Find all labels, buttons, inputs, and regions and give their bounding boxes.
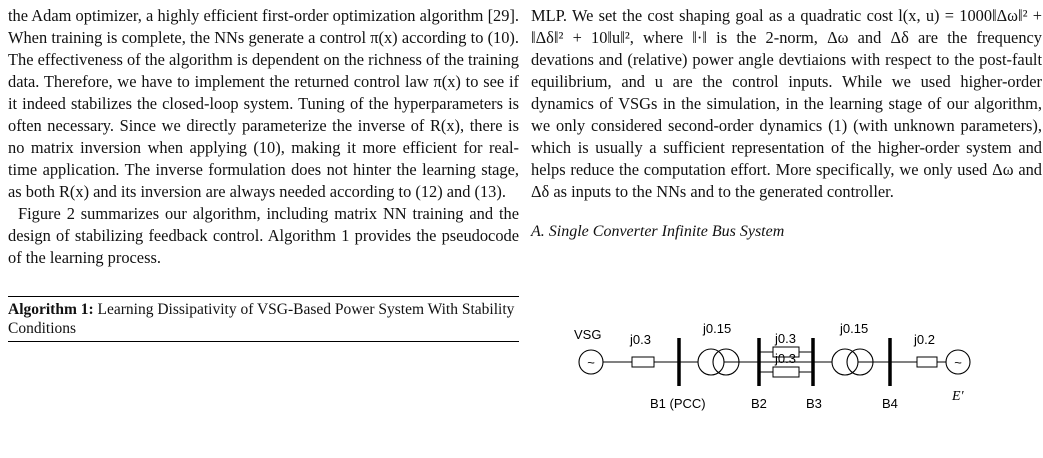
right-column <box>531 5 1042 243</box>
bus-b3-label: B3 <box>806 396 822 411</box>
bus-b1-label: B1 (PCC) <box>650 396 706 411</box>
line4-impedance-icon <box>917 357 937 367</box>
line4-impedance-label: j0.2 <box>914 332 935 347</box>
transformer2-impedance-label: j0.15 <box>840 321 869 336</box>
algorithm-label: Algorithm 1: <box>8 301 94 318</box>
line1-impedance-icon <box>632 357 654 367</box>
paragraph-summary: Figure 2 summarizes our algorithm, including matrix NN training and the design of stabilizing feedback control. Algorithm 1 provides the pseudocode of the learning process. <box>8 204 519 267</box>
infinite-bus-label: E′ <box>952 389 964 404</box>
section-heading: A. Single Converter Infinite Bus System <box>531 223 785 240</box>
algorithm-box <box>8 296 519 342</box>
left-column <box>8 5 519 342</box>
transformer1-impedance-label: j0.15 <box>703 321 732 336</box>
line1-impedance-label: j0.3 <box>630 332 651 347</box>
parallel-top-impedance-label: j0.3 <box>775 331 796 346</box>
paragraph-training: the Adam optimizer, a highly efficient first-order optimization algorithm [29]. When training is complete, the NNs generate a control π(x) according to (10). The effectiveness of the algorithm is dependent on the richness of the training data. Therefore, we have to implement the returned control law π(x) to see if it indeed stabilizes the closed-loop system. Tuning of the hyperparameters is often necessary. Since we directly parameterize the inverse of R(x), there is no matrix inversion when applying (10), making it more efficient for real-time application. The inverse formulation does not hinter the learning stage, as both R(x) and its inversion are always needed according to (12) and (13). <box>8 6 519 201</box>
bus-b2-label: B2 <box>751 396 767 411</box>
infinite-bus-source-symbol: ~ <box>954 355 962 370</box>
vsg-label: VSG <box>574 327 602 342</box>
parallel-bottom-impedance-label: j0.3 <box>775 351 796 366</box>
single-line-diagram <box>570 305 990 455</box>
transformer1-winding-a-icon <box>698 349 724 375</box>
transformer2-winding-a-icon <box>832 349 858 375</box>
vsg-source-symbol: ~ <box>587 355 595 370</box>
algorithm-title: Learning Dissipativity of VSG-Based Power System With Stability Conditions <box>8 301 515 337</box>
bus-b4-label: B4 <box>882 396 898 411</box>
parallel-bottom-impedance-icon <box>773 367 799 377</box>
paragraph-cost-shaping: MLP. We set the cost shaping goal as a quadratic cost l(x, u) = 1000‖Δω‖² + ‖Δδ‖² + 10‖u‖², where ‖·‖ is the 2-norm, Δω and Δδ are the frequency devations and (relative) power angle devtiaions with respect to the post-fault equilibrium, and u are the control inputs. While we used higher-order dynamics of VSGs in the simulation, in the learning stage of our algorithm, we only considered second-order dynamics (1) (with unknown parameters), which is usually a sufficient representation of the higher-order system and helps reduce the computation effort. More specifically, we only used Δω and Δδ as inputs to the NNs and to the generated controller. <box>531 6 1042 201</box>
